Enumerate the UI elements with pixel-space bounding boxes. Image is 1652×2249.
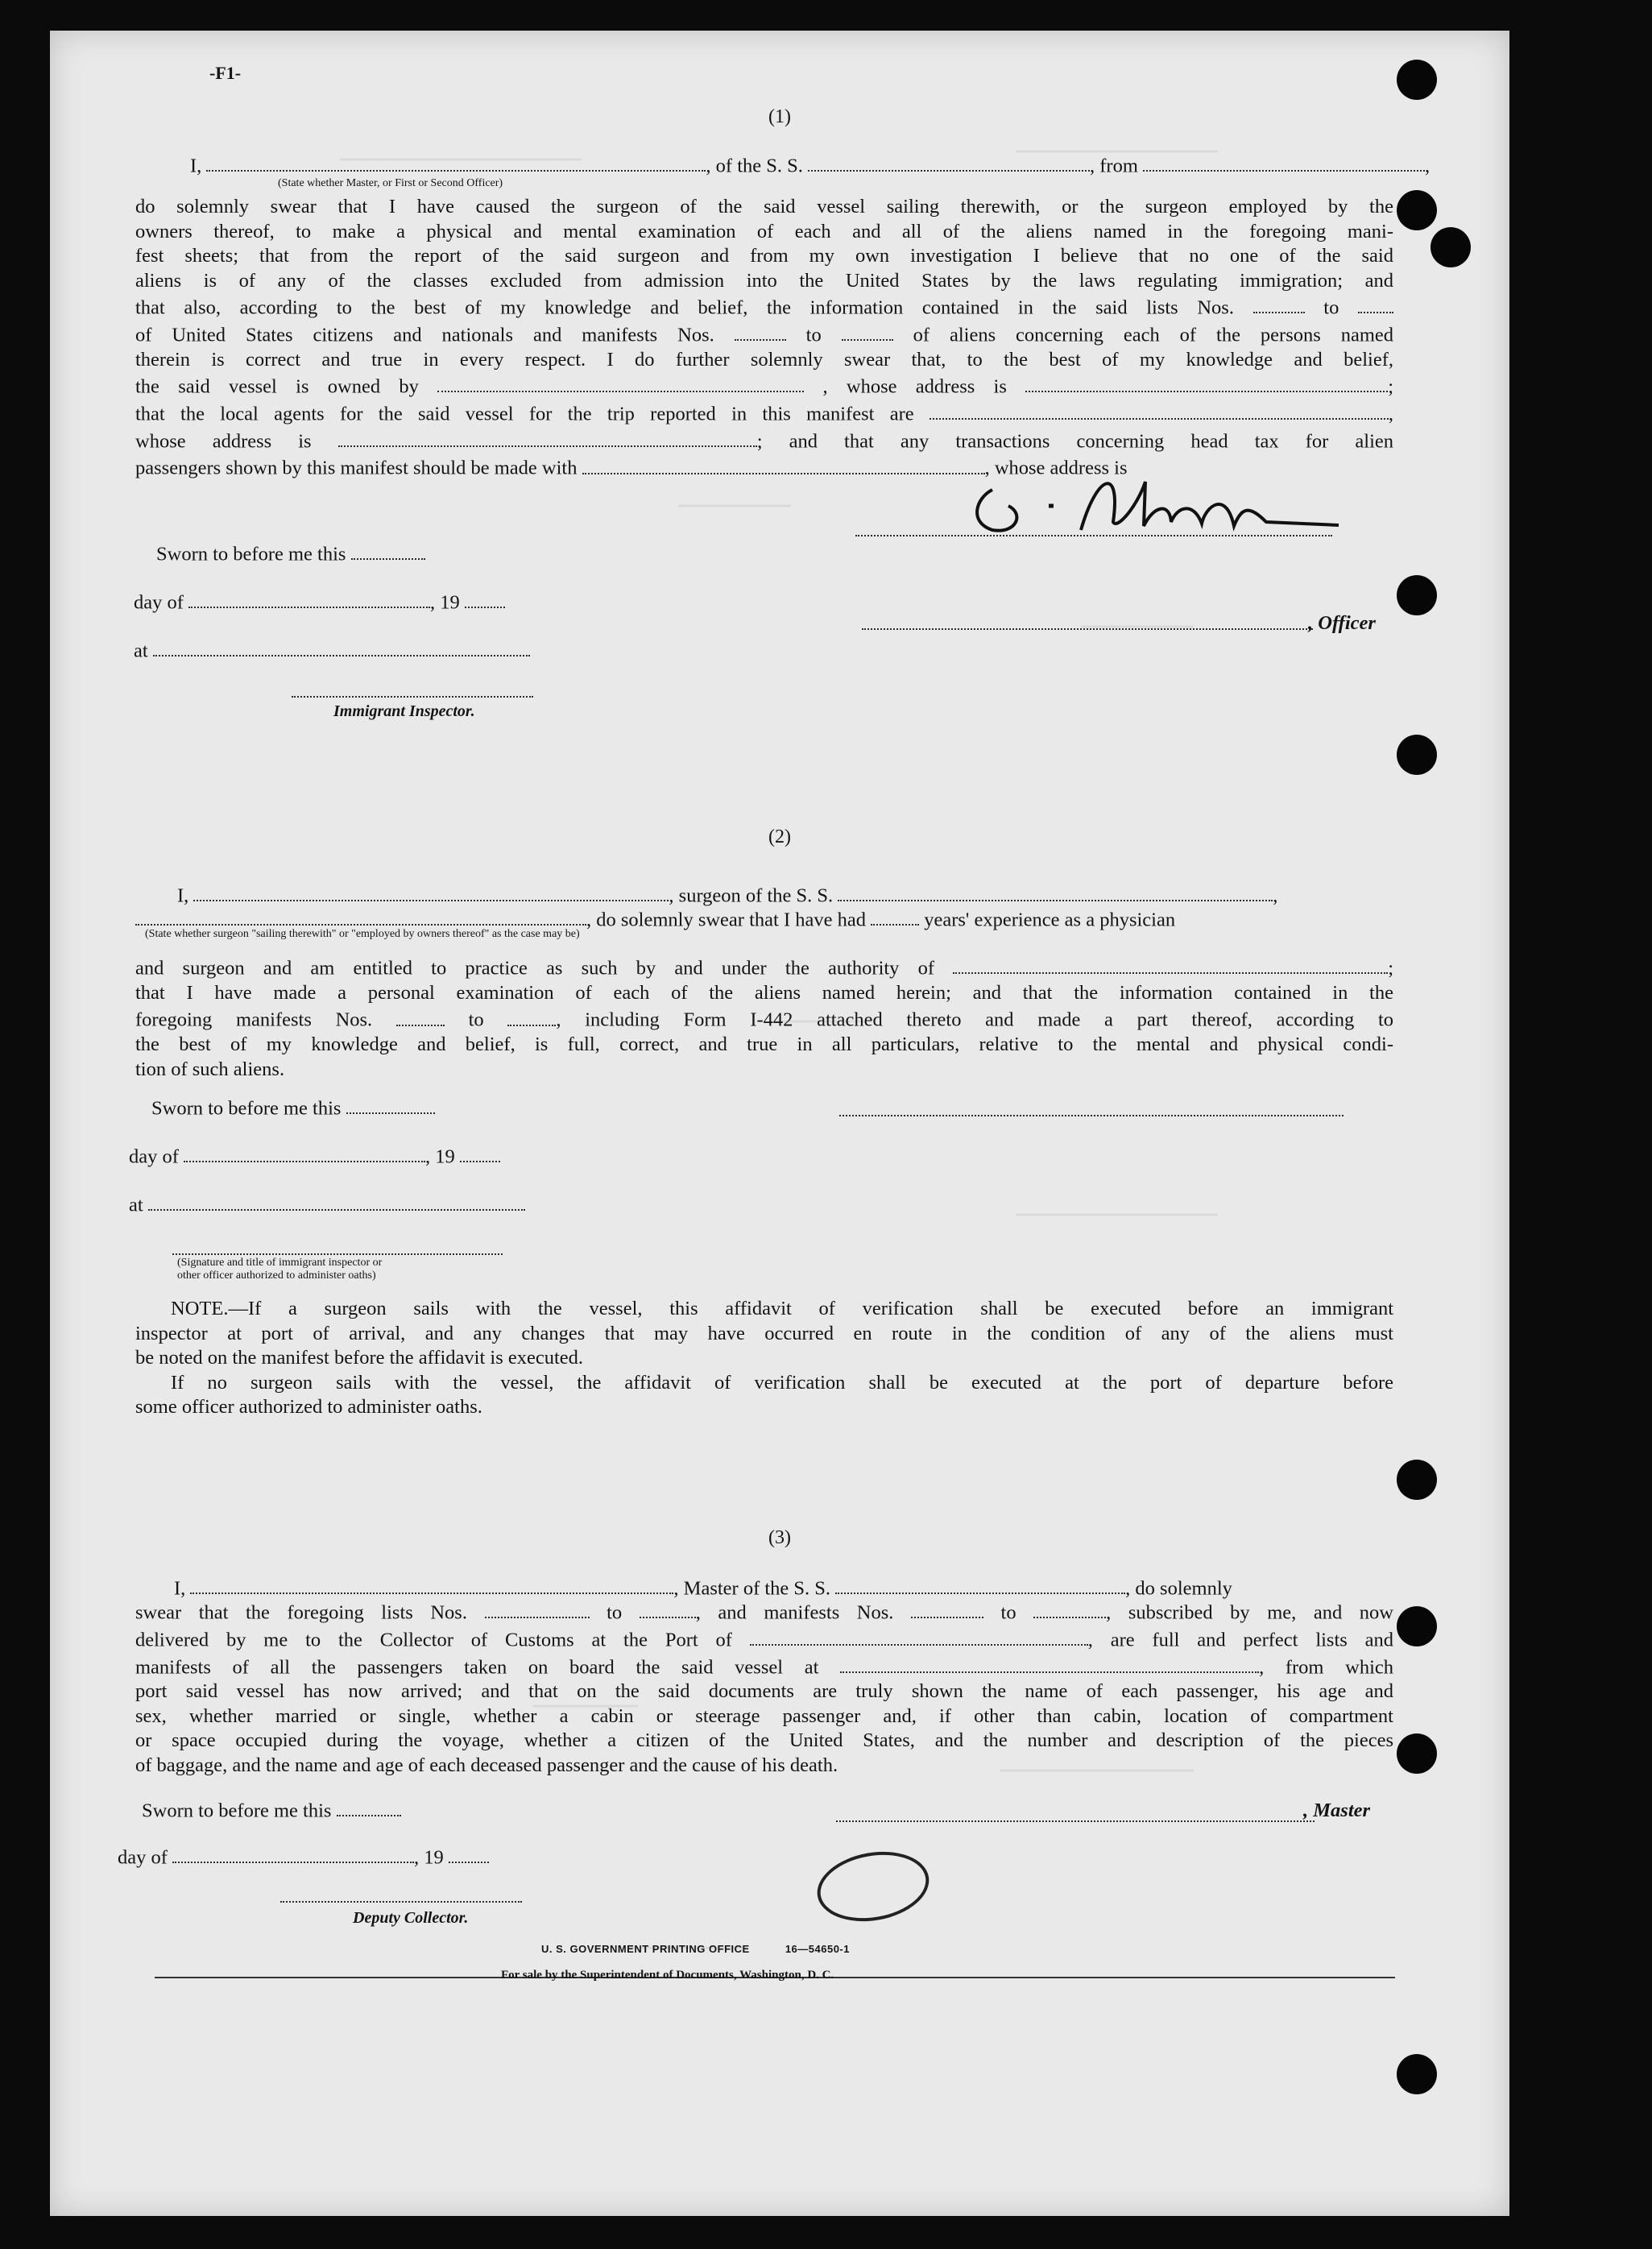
i-label: I,	[174, 1577, 186, 1600]
taken-text: manifests of all the passengers taken on board the said vessel at	[135, 1655, 819, 1678]
body-line: fest sheets; that from the report of the said surgeon and from my own investigation I believe that no one of the said	[135, 245, 1393, 267]
section-1-body	[135, 195, 1393, 481]
surgeon-type-field[interactable]	[135, 905, 586, 926]
at-label: at	[134, 640, 148, 662]
officer-caption: , Officer	[1308, 612, 1376, 634]
manifests-text: of United States citizens and nationals and manifests Nos.	[135, 324, 714, 346]
sworn-1	[156, 540, 425, 565]
for-sale-note: For sale by the Superintendent of Documents, Washington, D. C.	[501, 1969, 834, 1982]
day-of-label: day of	[134, 591, 184, 614]
binder-hole	[1397, 1606, 1437, 1646]
note-line: be noted on the manifest before the affidavit is executed.	[135, 1347, 584, 1369]
agents-address-field[interactable]	[338, 427, 757, 447]
binder-hole	[1397, 1460, 1437, 1500]
year-field[interactable]	[465, 588, 505, 608]
lists-from-field[interactable]	[1253, 293, 1305, 313]
day-of-2	[129, 1142, 500, 1168]
lists-text: that also, according to the best of my knowledge and belief, the information contained in the said lists Nos.	[135, 296, 1234, 319]
day-of-label: day of	[118, 1846, 168, 1869]
the-text: the	[135, 1033, 159, 1056]
binder-hole	[1430, 227, 1471, 267]
agents-text: that the local agents for the said vessel for the trip reported in this manifest are	[135, 403, 914, 425]
passengers-text: passengers shown by this manifest should be made with	[135, 457, 578, 479]
i-label: I,	[190, 155, 202, 177]
manifests-to-field[interactable]	[1033, 1598, 1106, 1618]
to-label: to	[805, 324, 822, 346]
officer-signature-line	[855, 535, 1332, 536]
note2-line: some officer authorized to administer oaths.	[135, 1396, 482, 1418]
taken-line	[135, 1653, 1393, 1680]
surgeon-vessel-field[interactable]	[838, 881, 1273, 901]
years-label: years' experience as a physician	[924, 909, 1176, 931]
master-vessel-field[interactable]	[835, 1574, 1125, 1594]
binder-hole	[1397, 60, 1437, 100]
stamp-text	[847, 1881, 854, 1896]
master-of-label: , Master of the S. S.	[673, 1577, 831, 1600]
owner-field[interactable]	[437, 372, 804, 392]
body-line-agents: that the local agents for the said vessel for the trip reported in this manifest are ,	[135, 400, 1393, 427]
from-label: , from	[1090, 155, 1138, 177]
agents-field[interactable]	[930, 400, 1389, 420]
day-of-label: day of	[129, 1145, 179, 1168]
and-manifests-label: , and manifests Nos.	[695, 1601, 894, 1624]
printing-office	[541, 1943, 850, 1955]
surgeon-name-field[interactable]	[193, 881, 669, 901]
master-name-field[interactable]	[190, 1574, 673, 1594]
of-ss-label: , of the S. S.	[706, 155, 803, 177]
whose-address-text: whose address is	[135, 429, 312, 452]
lists-line	[135, 1598, 1393, 1626]
printing-office-text: U. S. GOVERNMENT PRINTING OFFICE	[541, 1943, 750, 1955]
deputy-collector-caption: Deputy Collector.	[353, 1909, 469, 1927]
body-line: that I have made a personal examination of each of the aliens named herein; and that the information contained in the	[135, 981, 1393, 1004]
section-3-opening-line	[174, 1574, 1232, 1600]
note-block	[135, 1297, 1393, 1420]
to-label: to	[1000, 1601, 1016, 1624]
authority-text: and surgeon and am entitled to practice as such by and under the authority of	[135, 957, 935, 980]
day-month-field[interactable]	[184, 1142, 425, 1162]
manifests-to-field[interactable]	[842, 321, 893, 341]
lists-text: swear that the foregoing lists Nos.	[135, 1601, 467, 1624]
binder-hole	[1397, 1733, 1437, 1774]
head-tax-agent-field[interactable]	[582, 454, 985, 474]
body-line: do solemnly swear that I have caused the surgeon of the said vessel sailing therewith, or the surgeon employed by the	[135, 196, 1393, 217]
surgeon-of-label: , surgeon of the S. S.	[669, 884, 834, 907]
vessel-name-field[interactable]	[808, 151, 1090, 172]
authority-field[interactable]	[953, 954, 1388, 974]
sworn-label: Sworn to before me this	[142, 1800, 332, 1822]
sworn-date-field[interactable]	[337, 1796, 401, 1816]
best-text: best of my knowledge and belief, is full, correct, and true in all particulars, relative to the mental and physical condi-	[179, 1033, 1394, 1056]
note-line: inspector at port of arrival, and any changes that may have occurred en route in the condition of any of the aliens must	[135, 1322, 1393, 1344]
port-from-field[interactable]	[1143, 151, 1425, 172]
body-line: of baggage, and the name and age of each deceased passenger and the cause of his death.	[135, 1754, 838, 1776]
binder-hole	[1397, 2054, 1437, 2094]
master-signature-line	[836, 1820, 1315, 1822]
owner-address-field[interactable]	[1025, 372, 1388, 392]
sworn-date-field[interactable]	[351, 540, 425, 560]
year-prefix: , 19	[430, 591, 460, 614]
section-3-body	[135, 1598, 1393, 1778]
section-2-opening-line: I, , surgeon of the S. S. ,	[177, 881, 1277, 907]
section-1-opening-line: I, , of the S. S. , from ,	[190, 151, 1430, 177]
manifest-to-field[interactable]	[507, 1005, 556, 1025]
lists-to-field[interactable]	[640, 1598, 696, 1618]
manifest-from-field[interactable]	[396, 1005, 445, 1025]
years-field[interactable]	[871, 905, 919, 926]
sig-caption-1: (Signature and title of immigrant inspector or	[177, 1257, 383, 1269]
sworn-date-field[interactable]	[346, 1094, 435, 1114]
at-place-field[interactable]	[153, 636, 530, 656]
section-2-number: (2)	[768, 826, 791, 847]
immigrant-inspector-caption: Immigrant Inspector.	[333, 702, 475, 720]
officer-signature	[960, 458, 1379, 546]
sworn-3	[142, 1796, 401, 1822]
year-field[interactable]	[449, 1843, 489, 1863]
at-2	[129, 1191, 525, 1216]
manifests-from-field[interactable]	[911, 1598, 983, 1618]
day-month-field[interactable]	[188, 588, 430, 608]
body-line: or space occupied during the voyage, whether a citizen of the United States, and the number and description of the pieces	[135, 1729, 1393, 1752]
foregoing-line	[135, 1005, 1393, 1033]
port-field[interactable]	[750, 1626, 1088, 1646]
lists-to-field[interactable]	[1358, 293, 1393, 313]
year-prefix: , 19	[425, 1145, 455, 1168]
body-line: owners thereof, to make a physical and mental examination of each and all of the aliens named in the foregoing mani-	[135, 220, 1393, 242]
day-of-3	[118, 1843, 489, 1869]
section-1-number: (1)	[768, 106, 791, 127]
head-tax-text: ; and that any transactions concerning head tax for alien	[756, 429, 1394, 452]
note-line: NOTE.—If a surgeon sails with the vessel, this affidavit of verification shall be executed before an immigrant	[171, 1298, 1393, 1319]
manifests-from-field[interactable]	[735, 321, 786, 341]
sworn-label: Sworn to before me this	[156, 543, 346, 565]
swear-label: , do solemnly swear that I have had	[586, 909, 866, 931]
owned-text: the said vessel is owned by	[135, 375, 419, 398]
surgeon-caption: (State whether surgeon "sailing therewith" or "employed by owners thereof" as the case may be)	[145, 928, 580, 940]
to-label: to	[468, 1009, 484, 1031]
body-line: tion of such aliens.	[135, 1058, 285, 1080]
body-line: therein is correct and true in every respect. I do further solemnly swear that, to the best of my knowledge and belief,	[135, 348, 1393, 371]
embark-port-field[interactable]	[840, 1653, 1259, 1673]
whose-address-label: , whose address is	[822, 375, 1007, 398]
at-label: at	[129, 1194, 143, 1216]
binder-hole	[1397, 575, 1437, 615]
body-line-owned: the said vessel is owned by , whose address is ;	[135, 372, 1393, 400]
day-month-field[interactable]	[172, 1843, 414, 1863]
full-perfect-label: , are full and perfect lists and	[1087, 1629, 1394, 1651]
manifest-affidavit-page	[50, 31, 1509, 2216]
officer-name-field[interactable]	[206, 151, 706, 172]
form-code: 16—54650-1	[785, 1943, 850, 1955]
body-line: aliens is of any of the classes excluded from admission into the United States by the laws regulating immigration; and	[135, 269, 1393, 292]
do-solemnly-label: , do solemnly	[1125, 1577, 1232, 1600]
officer-name-line	[862, 628, 1313, 630]
delivered-text: delivered by me to the Collector of Customs at the Port of	[135, 1629, 732, 1651]
including-text: , including Form I-442 attached thereto and made a part thereof, according to	[556, 1009, 1394, 1031]
section-2-body	[135, 954, 1393, 1082]
from-which-label: , from which	[1259, 1655, 1394, 1678]
surgeon-signature-line	[839, 1115, 1344, 1116]
master-caption: , Master	[1303, 1800, 1371, 1821]
sworn-2	[151, 1094, 435, 1120]
section-3-number: (3)	[768, 1527, 791, 1548]
at-place-field[interactable]	[148, 1191, 525, 1211]
sig-title-line	[172, 1253, 503, 1255]
of-aliens-text: of aliens concerning each of the persons named	[913, 324, 1394, 346]
delivered-line	[135, 1626, 1393, 1653]
binder-hole	[1397, 735, 1437, 775]
inspector-signature-line	[292, 696, 533, 698]
note2-line: If no surgeon sails with the vessel, the affidavit of verification shall be executed at the port of departure before	[171, 1371, 1393, 1394]
day-of-1	[134, 588, 505, 614]
body-line-address	[135, 427, 1393, 454]
master-caption: (State whether Master, or First or Second Officer)	[278, 177, 503, 189]
sig-caption-2: other officer authorized to administer oaths)	[177, 1269, 376, 1282]
to-label: to	[607, 1601, 623, 1624]
body-line-manifests	[135, 321, 1393, 348]
to-label: to	[1323, 296, 1339, 319]
year-prefix: , 19	[414, 1846, 444, 1869]
page-mark: -F1-	[209, 63, 242, 83]
body-line-lists	[135, 293, 1393, 321]
lists-from-field[interactable]	[485, 1598, 590, 1618]
whose-address-end-label: , whose address is	[984, 457, 1128, 479]
subscribed-label: , subscribed by me, and now	[1106, 1601, 1393, 1624]
at-1	[134, 636, 530, 662]
year-field[interactable]	[460, 1142, 500, 1162]
deputy-signature-line	[280, 1901, 522, 1903]
body-line: sex, whether married or single, whether a cabin or steerage passenger and, if other than cabin, location of compartment	[135, 1704, 1393, 1727]
i-label: I,	[177, 884, 189, 907]
authority-line: and surgeon and am entitled to practice as such by and under the authority of ;	[135, 954, 1393, 981]
body-line	[135, 1033, 1393, 1058]
foregoing-text: foregoing manifests Nos.	[135, 1009, 373, 1031]
sworn-label: Sworn to before me this	[151, 1097, 342, 1120]
body-line: port said vessel has now arrived; and that on the said documents are truly shown the name of each passenger, his age and	[135, 1680, 1393, 1703]
binder-hole	[1397, 190, 1437, 230]
